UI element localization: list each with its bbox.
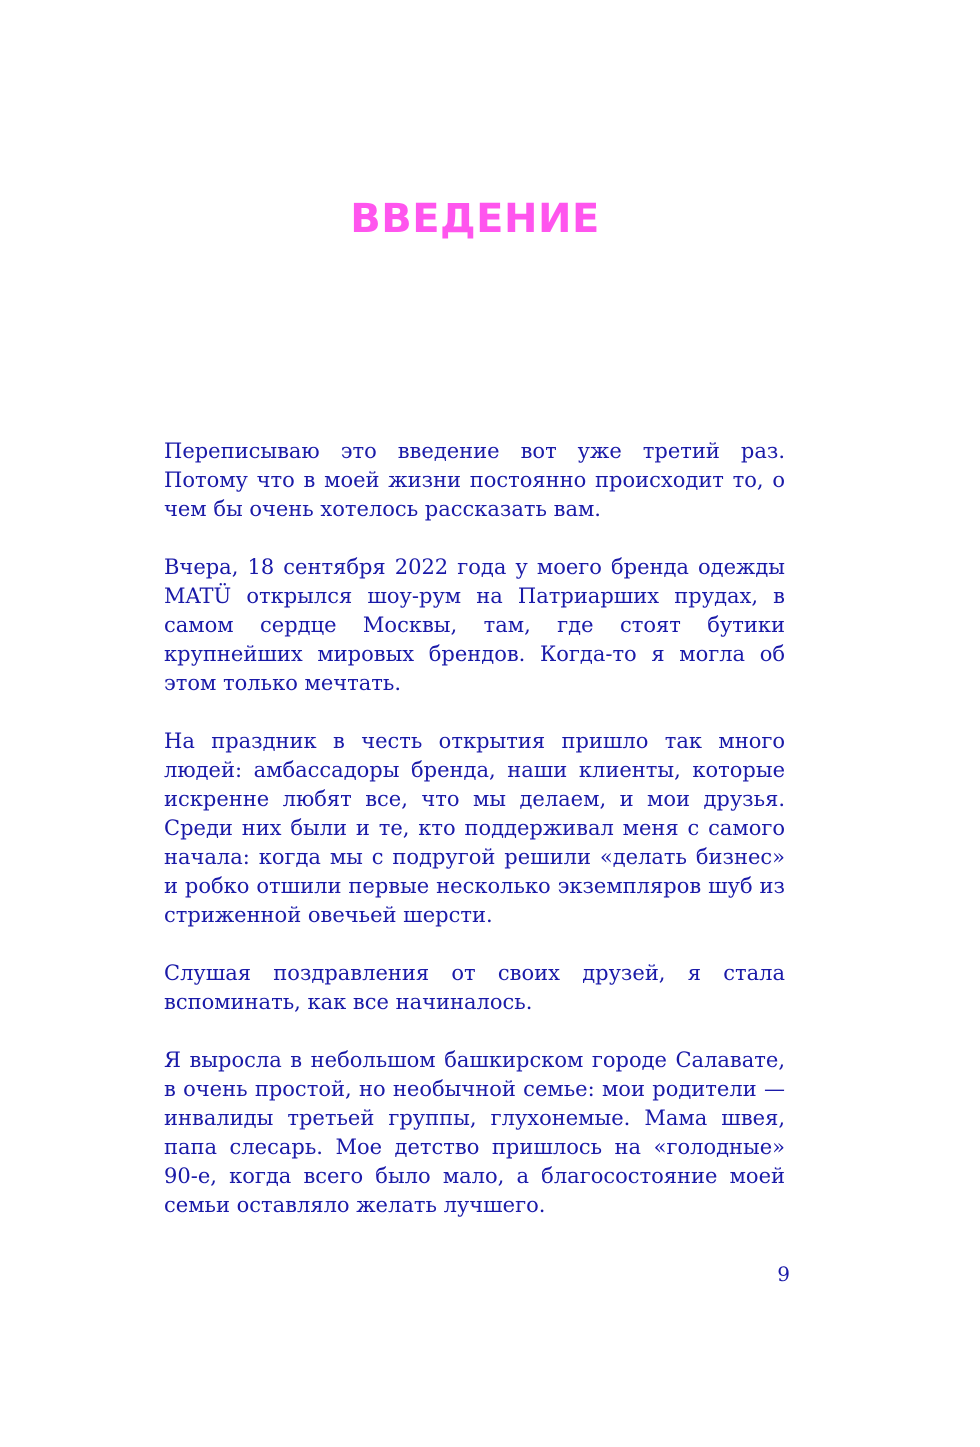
- page-number: 9: [777, 1262, 790, 1286]
- paragraph: Я выросла в небольшом башкирском городе Салавате, в очень простой, но необычной семье: мои родители — инвалиды третьей группы, глухонемые. Мама швея, папа слесарь. Мое детство пришлось на «голодные» 90-е, когда всего было мало, а благосостояние моей семьи оставляло желать лучшего.: [164, 1048, 785, 1217]
- paragraph: Переписываю это введение вот уже третий раз. Потому что в моей жизни постоянно происходит то, о чем бы очень хотелось рассказать вам.: [164, 439, 785, 521]
- paragraph: Слушая поздравления от своих друзей, я стала вспоминать, как все начиналось.: [164, 961, 785, 1014]
- paragraph: На праздник в честь открытия пришло так много людей: амбассадоры бренда, наши клиенты, которые искренне любят все, что мы делаем, и мои друзья. Среди них были и те, кто поддерживал меня с самого начала: когда мы с подругой решили «делать бизнес» и робко отшили первые несколько экземпляров шуб из стриженной овечьей шерсти.: [164, 729, 785, 927]
- chapter-body: [164, 437, 785, 1249]
- chapter-title: ВВЕДЕНИЕ: [350, 196, 600, 242]
- paragraph: Вчера, 18 сентября 2022 года у моего бренда одежды MATÜ открылся шоу-рум на Патриарших прудах, в самом сердце Москвы, там, где стоят бутики крупнейших мировых брендов. Когда-то я могла об этом только мечтать.: [164, 555, 785, 695]
